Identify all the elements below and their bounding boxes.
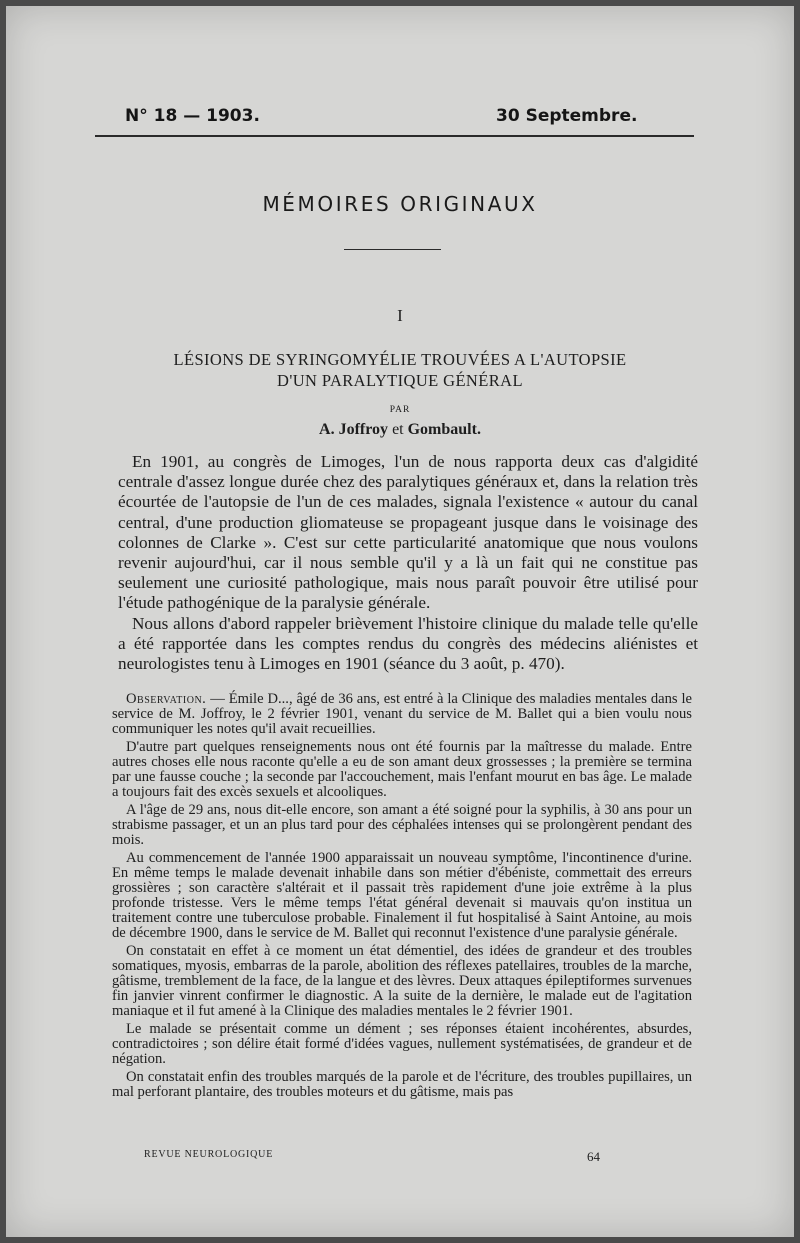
observation-paragraph-5: On constatait en effet à ce moment un état démentiel, des idées de grandeur et des troubles somatiques, myosis, embarras de la parole, abolition des réflexes patellaires, troubles de la marche, gâtisme, tremblement de la face, de la langue et des lèvres. Deux attaques épileptiformes survenues fin janvier vinrent confirmer le diagnostic. A la suite de la dernière, le malade eut de l'agitation maniaque et il fut amené à la Clinique des maladies mentales le 2 février 1901.: [112, 942, 692, 1020]
author-conjunction: et: [392, 421, 404, 438]
author-joffroy: A. Joffroy: [319, 421, 389, 438]
intro-paragraph-2: Nous allons d'abord rappeler brièvement l'histoire clinique du malade telle qu'elle a été rapportée dans les comptes rendus du congrès des médecins aliénistes et neurologistes tenu à Limoges en 1901 (séance du 3 août, p. 470).: [118, 613, 698, 674]
journal-page: [6, 6, 794, 1237]
observation-paragraph-4: Au commencement de l'année 1900 apparaissait un nouveau symptôme, l'incontinence d'urine. En même temps le malade devenait inhabile dans son métier d'ébéniste, commettait des erreurs grossières ; son caractère s'altérait et il passait très rapidement d'une joie extrême à la plus profonde tristesse. Vers le même temps l'état général devenait si mauvais qu'on institua un traitement contre une tuberculose probable. Finalement il fut hospitalisé à Saint Antoine, au mois de décembre 1900, dans le service de M. Ballet qui reconnut l'existence d'une paralysie générale.: [112, 849, 692, 942]
observation-paragraph-1: [112, 692, 692, 737]
observation-paragraph-3: A l'âge de 29 ans, nous dit-elle encore, son amant a été soigné pour la syphilis, à 30 ans pour un strabisme passager, et un an plus tard pour des céphalées intenses qui se prolongèrent pendant des mois.: [112, 801, 692, 849]
section-title: MÉMOIRES ORIGINAUX: [262, 192, 538, 216]
header-rule: [95, 135, 694, 137]
intro-paragraph-1: En 1901, au congrès de Limoges, l'un de nous rapporta deux cas d'algidité centrale d'assez longue durée chez des paralytiques généraux et, dans la relation très écourtée de l'autopsie de l'un de ces malades, signala l'existence « autour du canal central, d'une production gliomateuse se propageant jusque dans le voisinage des colonnes de Clarke ». C'est sur cette particularité anatomique que nous voulons revenir aujourd'hui, car il nous semble qu'il y a là un fait qui ne constitue pas seulement une curiosité pathologique, mais nous paraît pouvoir être utilisé pour l'étude pathogénique de la paralysie générale.: [118, 452, 698, 613]
article-title-line-1: LÉSIONS DE SYRINGOMYÉLIE TROUVÉES A L'AUTOPSIE: [173, 350, 627, 369]
observation-label: Observation.: [126, 691, 207, 707]
authors: [6, 421, 794, 439]
observation-paragraph-6: Le malade se présentait comme un dément ; ses réponses étaient incohérentes, absurdes, contradictoires ; son délire était formé d'idées vagues, nullement systématisées, de grandeur et de négation.: [112, 1020, 692, 1068]
observation: [112, 692, 692, 1103]
journal-name: REVUE NEUROLOGIQUE: [144, 1149, 274, 1160]
article-title-line-2: D'UN PARALYTIQUE GÉNÉRAL: [277, 371, 523, 390]
section-divider: [344, 249, 441, 250]
by-label: PAR: [389, 405, 411, 415]
article-number: I: [397, 306, 403, 325]
issue-date: 30 Septembre.: [496, 106, 638, 126]
issue-number: N° 18 — 1903.: [125, 106, 260, 126]
article-title: [6, 349, 794, 391]
page-number: 64: [587, 1149, 600, 1164]
observation-paragraph-2: D'autre part quelques renseignements nous ont été fournis par la maîtresse du malade. Entre autres choses elle nous raconte qu'elle a eu de son amant deux grossesses ; la première se termina par une fausse couche ; la seconde par l'accouchement, mais l'enfant mourut en bas âge. Le malade a toujours fait des excès sexuels et alcooliques.: [112, 738, 692, 801]
introduction: [118, 452, 698, 674]
observation-paragraph-7: On constatait enfin des troubles marqués de la parole et de l'écriture, des troubles pupillaires, un mal perforant plantaire, des troubles moteurs et du gâtisme, mais pas: [112, 1068, 692, 1100]
observation-p1-text: — Émile D..., âgé de 36 ans, est entré à la Clinique des maladies mentales dans le service de M. Joffroy, le 2 février 1901, venant du service de M. Ballet qui a bien voulu nous communiquer les notes qu'il avait recueillies.: [112, 691, 692, 738]
author-gombault: Gombault.: [407, 421, 481, 438]
